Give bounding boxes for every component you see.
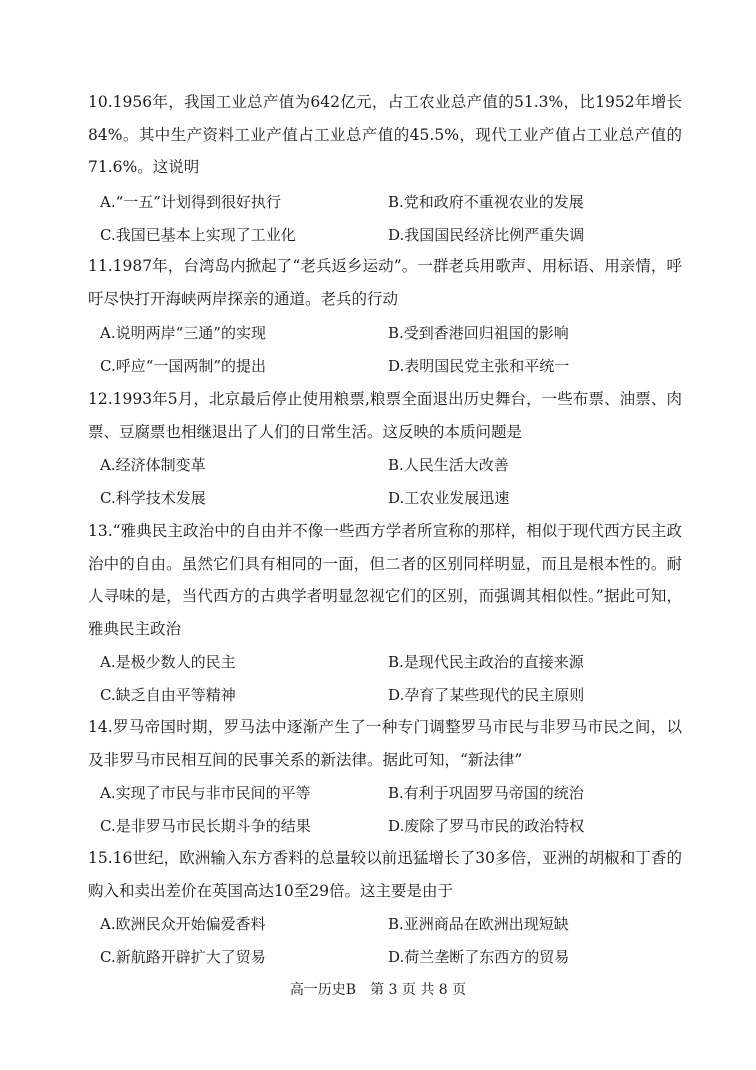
option-c: C.我国已基本上实现了工业化: [100, 226, 296, 244]
question-10-options: [100, 186, 700, 252]
question-10-stem: 10.1956年，我国工业总产值为642亿元，占工农业总产值的51.3%，比1952年增长84%。其中生产资料工业产值占工业总产值的45.5%，现代工业产值占工业总产值的71.6%。这说明: [88, 93, 682, 176]
question-12-stem: 12.1993年5月，北京最后停止使用粮票,粮票全面退出历史舞台，一些布票、油票、肉票、豆腐票也相继退出了人们的日常生活。这反映的本质问题是: [88, 390, 682, 441]
option-a: A.欧洲民众开始偏爱香料: [100, 915, 266, 933]
option-d: D.工农业发展迅速: [388, 489, 510, 507]
option-a: A.“一五”计划得到很好执行: [100, 193, 281, 211]
option-d: D.表明国民党主张和平统一: [388, 357, 570, 375]
option-a: A.实现了市民与非市民间的平等: [100, 784, 311, 802]
page-footer: 高一历史B 第 3 页 共 8 页: [289, 982, 467, 998]
option-a: A.经济体制变革: [100, 456, 206, 474]
question-11-options: [100, 317, 700, 383]
question-13-stem: 13.“雅典民主政治中的自由并不像一些西方学者所宣称的那样，相似于现代西方民主政治中的自由。虽然它们具有相同的一面，但二者的区别同样明显，而且是根本性的。耐人寻味的是，当代西方的古典学者明显忽视它们的区别，而强调其相似性。”据此可知，雅典民主政治: [88, 522, 682, 638]
option-d: D.荷兰垄断了东西方的贸易: [388, 948, 570, 966]
question-13-options: [100, 646, 700, 712]
option-c: C.科学技术发展: [100, 489, 206, 507]
option-a: A.说明两岸“三通”的实现: [100, 324, 266, 342]
question-14-stem: 14.罗马帝国时期，罗马法中逐渐产生了一种专门调整罗马市民与非罗马市民之间，以及非罗马市民相互间的民事关系的新法律。据此可知，“新法律”: [88, 718, 682, 769]
option-c: C.缺乏自由平等精神: [100, 686, 236, 704]
question-12-options: [100, 449, 700, 515]
option-c: C.新航路开辟扩大了贸易: [100, 948, 266, 966]
option-d: D.废除了罗马市民的政治特权: [388, 817, 585, 835]
option-b: B.人民生活大改善: [388, 456, 509, 474]
option-d: D.孕育了某些现代的民主原则: [388, 686, 585, 704]
option-b: B.党和政府不重视农业的发展: [388, 193, 584, 211]
question-14-options: [100, 777, 700, 843]
option-b: B.受到香港回归祖国的影响: [388, 324, 569, 342]
option-b: B.亚洲商品在欧洲出现短缺: [388, 915, 569, 933]
question-11-stem: 11.1987年，台湾岛内掀起了“老兵返乡运动”。一群老兵用歌声、用标语、用亲情，呼吁尽快打开海峡两岸探亲的通道。老兵的行动: [88, 257, 682, 308]
option-d: D.我国国民经济比例严重失调: [388, 226, 585, 244]
option-c: C.是非罗马市民长期斗争的结果: [100, 817, 311, 835]
option-a: A.是极少数人的民主: [100, 653, 236, 671]
question-15-options: [100, 908, 700, 974]
option-c: C.呼应“一国两制”的提出: [100, 357, 267, 375]
option-b: B.有利于巩固罗马帝国的统治: [388, 784, 584, 802]
option-b: B.是现代民主政治的直接来源: [388, 653, 584, 671]
question-15-stem: 15.16世纪，欧洲输入东方香料的总量较以前迅猛增长了30多倍，亚洲的胡椒和丁香的购入和卖出差价在英国高达10至29倍。这主要是由于: [88, 849, 682, 900]
